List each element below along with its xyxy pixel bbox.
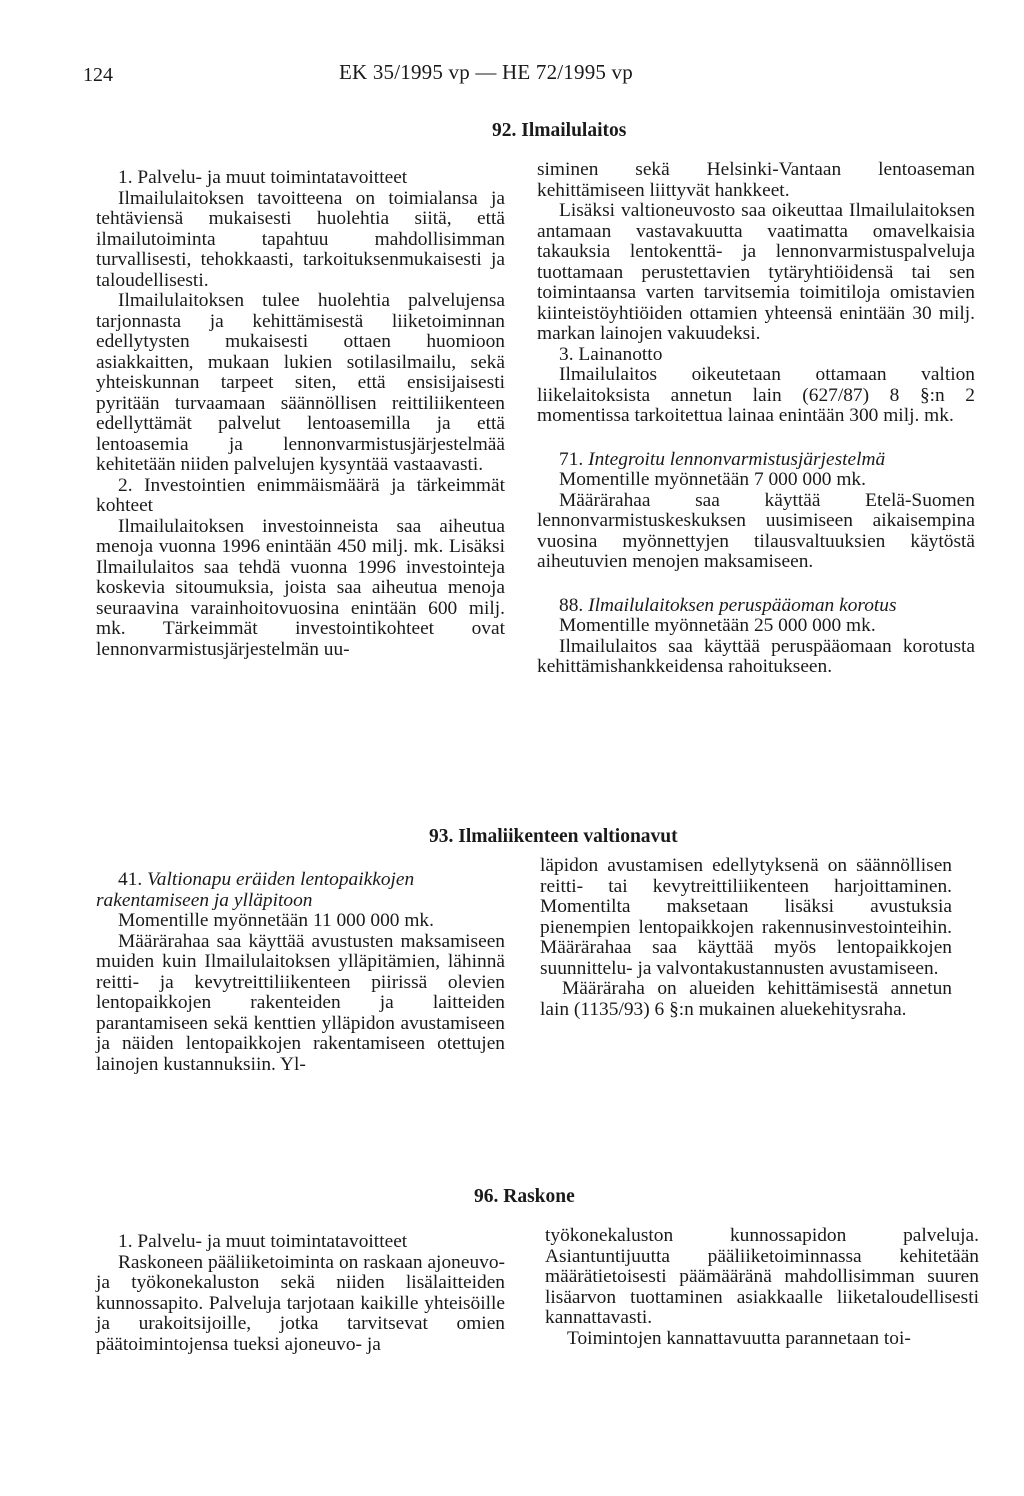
paragraph: Ilmailulaitoksen tulee huolehtia palvelujensa tarjonnasta ja kehittämisestä liiketoiminnan edellytysten mukaisesti ottaen huomioon asiakkaitten, mukaan lukien sotilasilmailu, sekä yhteiskunnan tarpeet siten, että ensisijaisesti pyritään turvaamaan säännöllisen reittiliikenteen edellyttämät palvelut lentoasemilla ja että lentoasemia ja lennonvarmistusjärjestelmää kehitetään niiden palvelujen kysyntää vastaavasti. [96, 290, 505, 475]
paragraph: Ilmailulaitos oikeutetaan ottamaan valtion liikelaitoksista annetun lain (627/87) 8 §:n 2 momentissa tarkoitettua lainaa enintään 300 milj. mk. [537, 364, 975, 426]
subheading-service-goals: 1. Palvelu- ja muut toimintatavoitteet [118, 1231, 408, 1252]
paragraph: siminen sekä Helsinki-Vantaan lentoaseman kehittämiseen liittyvät hankkeet. [537, 159, 975, 201]
section-96-heading: 96. Raskone [474, 1186, 575, 1207]
section-92-heading: 92. Ilmailulaitos [492, 120, 627, 141]
moment-88-title [537, 596, 975, 617]
moment-number: 71. [559, 448, 584, 470]
paragraph: Ilmailulaitos saa käyttää peruspääomaan korotusta kehittämishankkeidensa rahoitukseen. [537, 635, 975, 677]
moment-41-title [96, 870, 505, 911]
paragraph: Määrärahaa saa käyttää avustusten maksamiseen muiden kuin Ilmailulaitoksen ylläpitämien, lähinnä reitti- ja kevytreittiliikenteen piirissä olevien lentopaikkojen rakenteiden ja laitteiden parantamiseen sekä kenttien ylläpidon avustamiseen ja näiden lentopaikkojen rakentamiseen otettujen lainojen kustannuksiin. Yl- [96, 930, 505, 1075]
paragraph: työkonekaluston kunnossapidon palveluja. Asiantuntijuutta pääliiketoiminnassa kehitetään määrätietoisesti päämääränä mahdollisimman suuren lisäarvon tuottaminen asiakkaalle liiketaloudellisesti kannattavasti. [545, 1225, 979, 1328]
moment-number: 88. [559, 594, 584, 616]
moment-amount: Momentille myönnetään 11 000 000 mk. [118, 910, 434, 931]
section-92-right-column [537, 160, 975, 678]
subheading-investments: 2. Investointien enimmäismäärä ja tärkeimmät kohteet [96, 474, 505, 516]
section-93-left-column [96, 870, 505, 1075]
moment-number: 41. [118, 869, 143, 890]
paragraph: Raskoneen pääliiketoiminta on raskaan ajoneuvo- ja työkonekaluston sekä niiden lisälaitteiden kunnossapito. Palveluja tarjotaan kaikille yhteisöille ja urakoitsijoille, jotka tarvitsevat omien päätoimintojensa tueksi ajoneuvo- ja [96, 1251, 505, 1355]
paragraph: Määräraha on alueiden kehittämisestä annetun lain (1135/93) 6 §:n mukainen aluekehitysraha. [540, 978, 952, 1020]
running-title: EK 35/1995 vp — HE 72/1995 vp [339, 60, 633, 84]
subheading-loans: 3. Lainanotto [559, 343, 663, 365]
moment-title: Ilmailulaitoksen peruspääoman korotus [588, 594, 897, 616]
section-96-right-column [545, 1226, 979, 1349]
paragraph: Lisäksi valtioneuvosto saa oikeuttaa Ilmailulaitoksen antamaan vastavakuutta vaatimatta omavelkaisia takauksia lentokenttä- ja lennonvarmistuspalveluja tuottamaan perustettavien tytäryhtiöidensä tai sen toimintaansa varten tarvitsemia toimitiloja omistavien kiinteistöyhtiöiden ottamien yhteensä enintään 30 milj. markan lainojen vakuudeksi. [537, 200, 975, 344]
paragraph: Toimintojen kannattavuutta parannetaan toi- [567, 1327, 911, 1349]
paragraph: läpidon avustamisen edellytyksenä on säännöllisen reitti- tai kevytreittiliikenteen harjoittaminen. Momentilta maksetaan lisäksi avustuksia pienempien lentopaikkojen rakennusinvestointeihin. Määrärahaa saa käyttää myös lentopaikkojen suunnittelu- ja valvontakustannusten avustamiseen. [540, 855, 952, 979]
section-96-left-column [96, 1232, 505, 1355]
section-92-left-column [96, 168, 505, 660]
paragraph: Ilmailulaitoksen tavoitteena on toimialansa ja tehtäviensä mukaisesti huolehtia siitä, että ilmailutoiminta tapahtuu mahdollisimman turvallisesti, tehokkaasti, tarkoituksenmukaisesti ja taloudellisesti. [96, 187, 505, 291]
page-number: 124 [83, 64, 113, 86]
moment-amount: Momentille myönnetään 7 000 000 mk. [559, 469, 866, 490]
moment-71-title [537, 450, 975, 471]
paragraph: Määrärahaa saa käyttää Etelä-Suomen lennonvarmistuskeskuksen uusimiseen aikaisempina vuosina myönnettyjen tilausvaltuuksien käytöstä aiheutuvien menojen maksamiseen. [537, 489, 975, 572]
moment-amount: Momentille myönnetään 25 000 000 mk. [559, 615, 876, 636]
moment-title: Integroitu lennonvarmistusjärjestelmä [588, 448, 886, 470]
section-93-heading: 93. Ilmaliikenteen valtionavut [429, 826, 678, 847]
moment-title: Valtionapu eräiden lentopaikkojen rakentamiseen ja ylläpitoon [96, 869, 415, 911]
subheading-service-goals: 1. Palvelu- ja muut toimintatavoitteet [118, 167, 408, 188]
section-93-right-column [540, 856, 952, 1020]
paragraph: Ilmailulaitoksen investoinneista saa aiheutua menoja vuonna 1996 enintään 450 milj. mk. Lisäksi Ilmailulaitos saa tehdä vuonna 1996 investointeja koskevia sitoumuksia, joista saa aiheutua menoja seuraavina varainhoitovuosina enintään 600 milj. mk. Tärkeimmät investointikohteet ovat lennonvarmistusjärjestelmän uu- [96, 515, 505, 660]
